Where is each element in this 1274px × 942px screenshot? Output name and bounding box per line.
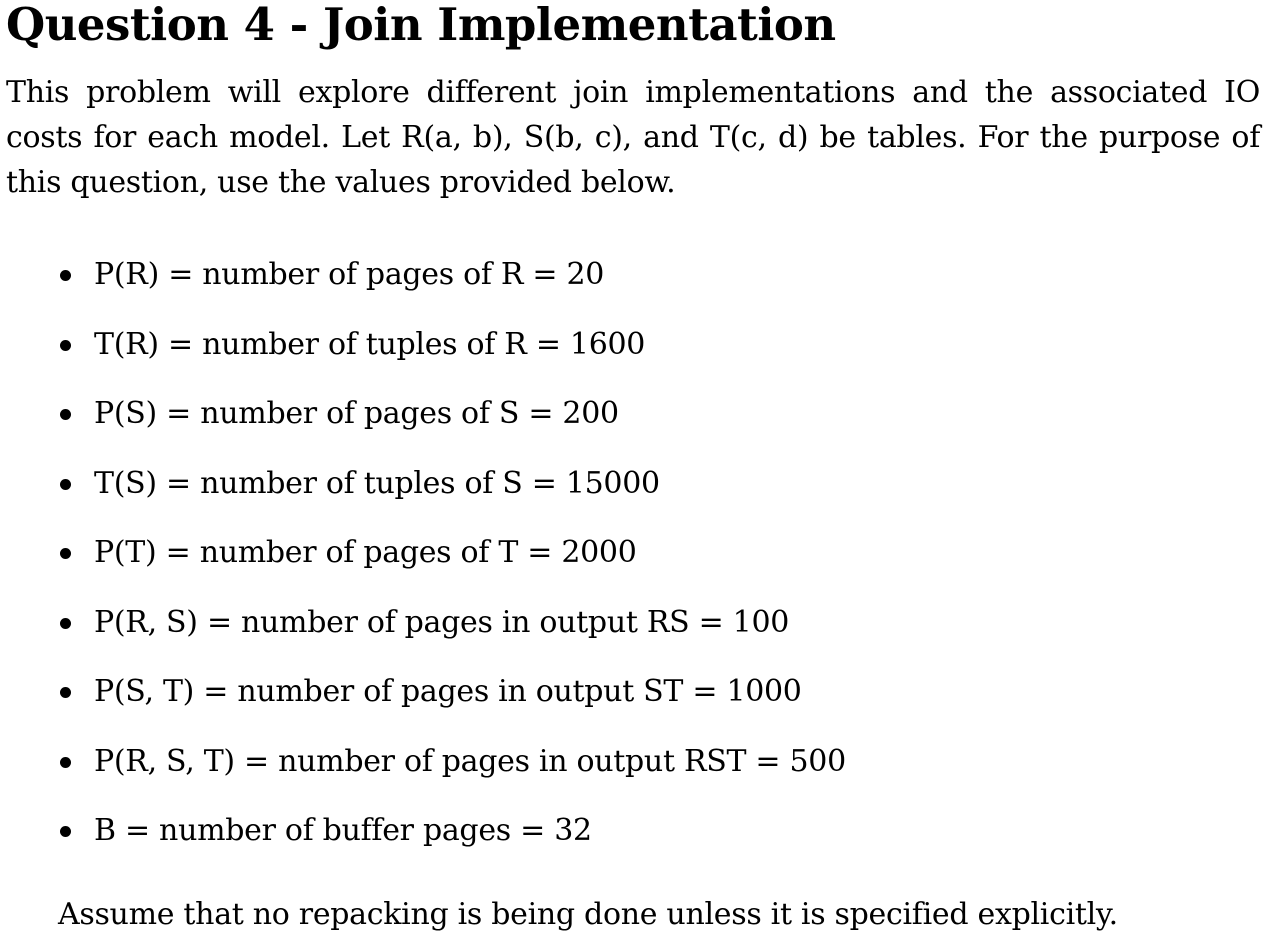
list-item-text: P(T) = number of pages of T = 2000 bbox=[94, 535, 637, 570]
bullet-icon bbox=[60, 479, 71, 490]
bullet-icon bbox=[60, 826, 71, 837]
list-item-text: T(R) = number of tuples of R = 1600 bbox=[94, 326, 646, 362]
bullet-icon bbox=[60, 409, 71, 420]
bullet-icon bbox=[60, 618, 71, 629]
bullet-icon bbox=[60, 270, 71, 281]
list-item-text: P(R) = number of pages of R = 20 bbox=[94, 257, 605, 292]
intro-paragraph: This problem will explore different join implementations and the associated IO costs for each model. Let R(a, b), S(b, c), and T(c, d) be tables. For the purpose of this question, use the values provided below. bbox=[6, 75, 1260, 200]
bullet-icon bbox=[60, 340, 71, 351]
list-item-text: T(S) = number of tuples of S = 15000 bbox=[94, 465, 660, 501]
list-item-text: B = number of buffer pages = 32 bbox=[94, 813, 592, 848]
list-item-text: P(R, S, T) = number of pages in output RST = 500 bbox=[94, 743, 846, 779]
assumption-note: Assume that no repacking is being done unless it is specified explicitly. bbox=[58, 897, 1118, 932]
bullet-icon bbox=[60, 548, 71, 559]
list-item-text: P(R, S) = number of pages in output RS = 100 bbox=[94, 604, 790, 640]
question-title: Question 4 - Join Implementation bbox=[6, 0, 836, 51]
list-item-text: P(S) = number of pages of S = 200 bbox=[94, 396, 619, 431]
list-item-text: P(S, T) = number of pages in output ST = 1000 bbox=[94, 674, 802, 709]
bullet-icon bbox=[60, 687, 71, 698]
bullet-icon bbox=[60, 757, 71, 768]
